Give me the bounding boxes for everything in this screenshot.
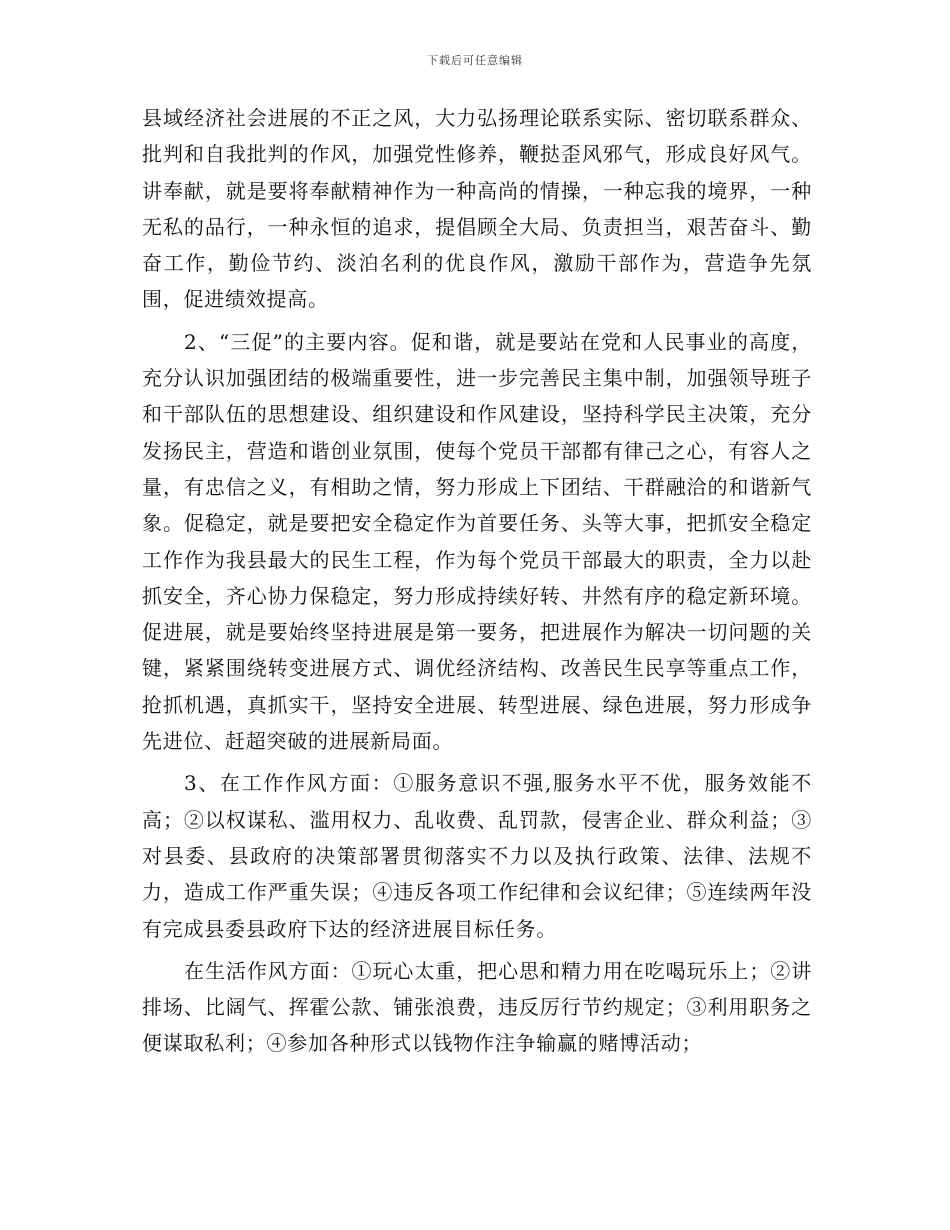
document-body xyxy=(142,100,812,1068)
page-header-note: 下载后可任意编辑 xyxy=(427,54,523,67)
paragraph-3: 3、在工作作风方面：①服务意识不强,服务水平不优，服务效能不高；②以权谋私、滥用权力、乱收费、乱罚款，侵害企业、群众利益；③对县委、县政府的决策部署贯彻落实不力以及执行政策、法律、法规不力，造成工作严重失误；④违反各项工作纪律和会议纪律；⑤连续两年没有完成县委县政府下达的经济进展目标任务。 xyxy=(142,771,812,941)
paragraph-4: 在生活作风方面：①玩心太重，把心思和精力用在吃喝玩乐上；②讲排场、比阔气、挥霍公款、铺张浪费，违反厉行节约规定；③利用职务之便谋取私利；④参加各种形式以钱物作注争输赢的赌博活动； xyxy=(142,958,812,1056)
paragraph-2: 2、“三促”的主要内容。促和谐，就是要站在党和人民事业的高度，充分认识加强团结的极端重要性，进一步完善民主集中制，加强领导班子和干部队伍的思想建设、组织建设和作风建设，坚持科学民主决策，充分发扬民主，营造和谐创业氛围，使每个党员干部都有律己之心，有容人之量，有忠信之义，有相助之情，努力形成上下团结、干群融洽的和谐新气象。促稳定，就是要把安全稳定作为首要任务、头等大事，把抓安全稳定工作作为我县最大的民生工程，作为每个党员干部最大的职责，全力以赴抓安全，齐心协力保稳定，努力形成持续好转、井然有序的稳定新环境。促进展，就是要始终坚持进展是第一要务，把进展作为解决一切问题的关键，紧紧围绕转变进展方式、调优经济结构、改善民生民享等重点工作，抢抓机遇，真抓实干，坚持安全进展、转型进展、绿色进展，努力形成争先进位、赶超突破的进展新局面。 xyxy=(142,329,812,754)
paragraph-1: 县域经济社会进展的不正之风，大力弘扬理论联系实际、密切联系群众、批判和自我批判的作风，加强党性修养，鞭挞歪风邪气，形成良好风气。讲奉献，就是要将奉献精神作为一种高尚的情操，一种忘我的境界，一种无私的品行，一种永恒的追求，提倡顾全大局、负责担当，艰苦奋斗、勤奋工作，勤俭节约、淡泊名利的优良作风，激励干部作为，营造争先氛围，促进绩效提高。 xyxy=(142,106,812,312)
